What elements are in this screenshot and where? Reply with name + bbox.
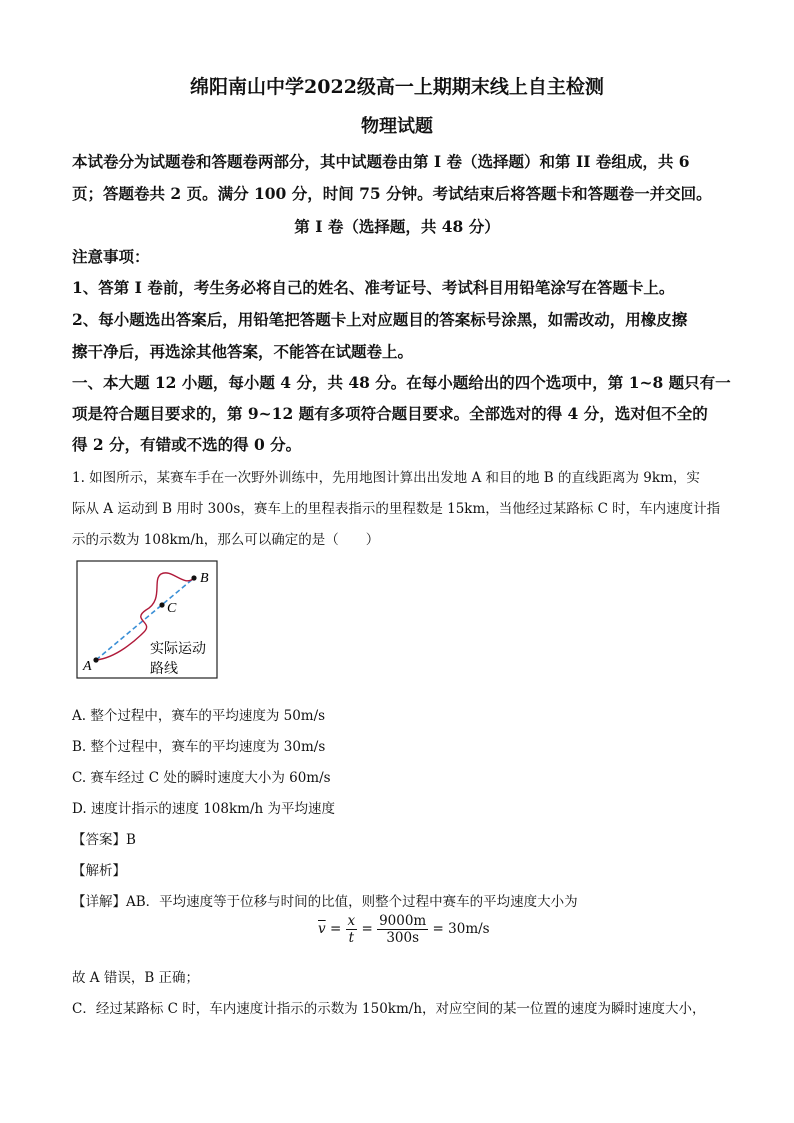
- option-c: C. 赛车经过 C 处的瞬时速度大小为 60m/s: [72, 770, 331, 786]
- exam-title: 绵阳南山中学2022级高一上期期末线上自主检测: [190, 76, 604, 98]
- fraction-t: t: [348, 930, 355, 946]
- point-a-label: A: [83, 659, 92, 674]
- formula-lhs: $\overline{v}$: [318, 921, 326, 937]
- analysis-tag: 【解析】: [72, 863, 126, 879]
- point-c-label: C: [167, 601, 177, 616]
- fraction-x: x: [347, 913, 356, 929]
- question1-line-2: 际从 A 运动到 B 用时 300s，赛车上的里程表指示的里程数是 15km，当他经过某路标 C 时，车内速度计指: [72, 501, 721, 517]
- part1-line-1: 一、本大题 12 小题，每小题 4 分，共 48 分。在每小题给出的四个选项中，第 1~8 题只有一: [72, 373, 731, 392]
- part1-line-3: 得 2 分，有错或不选的得 0 分。: [72, 435, 302, 454]
- detail-line-1: [72, 890, 578, 910]
- point-a-marker: [93, 657, 98, 662]
- intro-line-1: 本试卷分为试题卷和答题卷两部分，其中试题卷由第 I 卷（选择题）和第 II 卷组成，共 6: [72, 152, 690, 171]
- formula-result: = 30m/s: [432, 921, 490, 937]
- fraction-300s: 300s: [386, 930, 420, 946]
- question1-line-3: 示的示数为 108km/h，那么可以确定的是（ ）: [72, 532, 380, 548]
- average-speed-formula: $\overline{v}$ = $\frac{x}{t}$ = $\frac{9000m}{300s}$ = 30m/s: [318, 913, 490, 946]
- intro-line-2: 页；答题卷共 2 页。满分 100 分，时间 75 分钟。考试结束后将答题卡和答题卷一并交回。: [72, 184, 712, 203]
- detail-line-2: C．经过某路标 C 时，车内速度计指示的示数为 150km/h，对应空间的某一位置的速度为瞬时速度大小，: [72, 1001, 706, 1017]
- answer-line: [72, 828, 136, 848]
- option-b: B. 整个过程中，赛车的平均速度为 30m/s: [72, 739, 326, 755]
- option-d: D. 速度计指示的速度 108km/h 为平均速度: [72, 801, 335, 817]
- option-a: A. 整个过程中，赛车的平均速度为 50m/s: [72, 708, 326, 724]
- point-c-marker: [159, 602, 164, 607]
- exam-subtitle: 物理试题: [361, 116, 433, 137]
- route-figure: [76, 560, 226, 680]
- fraction-x-over-t: [346, 913, 358, 946]
- route-label-line-2: 路线: [150, 661, 178, 677]
- point-b-label: B: [200, 571, 209, 586]
- notes-heading: 注意事项：: [72, 247, 150, 266]
- answer-value: B: [126, 832, 136, 848]
- detail-tag: 【详解】: [72, 894, 126, 910]
- notes-item-2-line-1: 2、每小题选出答案后，用铅笔把答题卡上对应题目的答案标号涂黑，如需改动，用橡皮擦: [72, 310, 688, 329]
- notes-item-2-line-2: 擦干净后，再选涂其他答案，不能答在试题卷上。: [72, 342, 414, 361]
- conclusion-line: 故 A 错误，B 正确；: [72, 970, 200, 986]
- answer-tag: 【答案】: [72, 832, 126, 848]
- part1-line-2: 项是符合题目要求的，第 9~12 题有多项符合题目要求。全部选对的得 4 分，选对但不全的: [72, 404, 708, 423]
- fraction-9000m: 9000m: [379, 913, 427, 929]
- detail-text-1: AB．平均速度等于位移与时间的比值，则整个过程中赛车的平均速度大小为: [126, 894, 578, 910]
- point-b-marker: [191, 575, 196, 580]
- notes-item-1: 1、答第 I 卷前，考生务必将自己的姓名、准考证号、考试科目用铅笔涂写在答题卡上。: [72, 278, 675, 297]
- fraction-values: [377, 913, 428, 946]
- section-heading: 第 I 卷（选择题，共 48 分）: [294, 217, 500, 236]
- question1-line-1: 1. 如图所示，某赛车手在一次野外训练中，先用地图计算出出发地 A 和目的地 B 的直线距离为 9km，实: [72, 470, 700, 486]
- route-label-line-1: 实际运动: [150, 641, 206, 657]
